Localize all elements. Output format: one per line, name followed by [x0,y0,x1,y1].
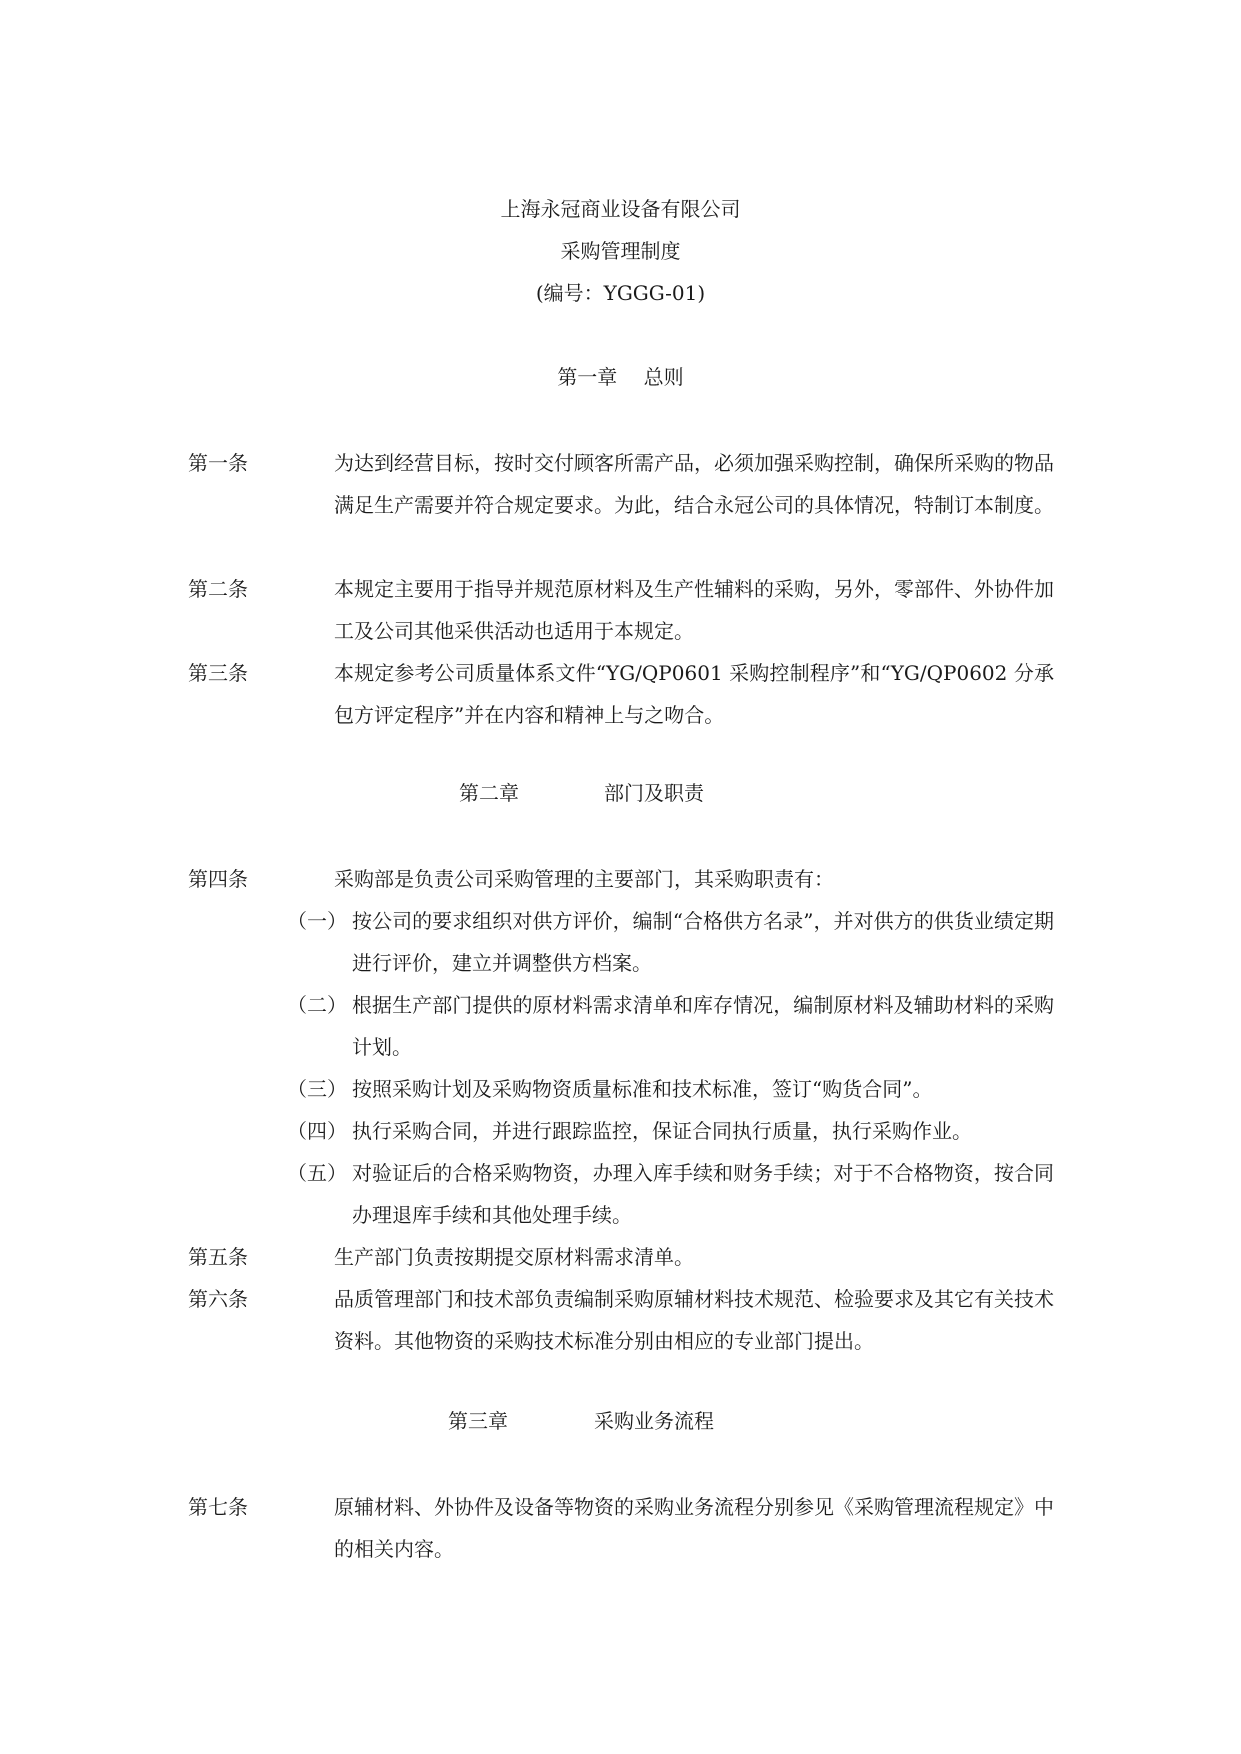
article-5-text: 生产部门负责按期提交原材料需求清单。 [334,1245,694,1269]
item-5-text: 对验证后的合格采购物资，办理入库手续和财务手续；对于不合格物资，按合同办理退库手续和其他处理手续。 [352,1161,1054,1227]
item-3-text: 按照采购计划及采购物资质量标准和技术标准，签订“购货合同”。 [352,1077,933,1101]
chapter-1-heading: 第一章 总则 [557,365,684,389]
item-2-text: 根据生产部门提供的原材料需求清单和库存情况，编制原材料及辅助材料的采购计划。 [352,993,1054,1059]
article-3-label: 第三条 [188,661,248,685]
article-4-text: 采购部是负责公司采购管理的主要部门，其采购职责有： [334,867,834,891]
chapter-2-number: 第二章 [459,781,519,805]
article-7-label: 第七条 [188,1495,248,1519]
item-4-text: 执行采购合同，并进行跟踪监控，保证合同执行质量，执行采购作业。 [352,1119,972,1143]
company-name: 上海永冠商业设备有限公司 [500,197,741,221]
chapter-3-number: 第三章 [448,1409,508,1433]
article-6-text: 品质管理部门和技术部负责编制采购原辅材料技术规范、检验要求及其它有关技术资料。其他物资的采购技术标准分别由相应的专业部门提出。 [334,1287,1054,1353]
item-1-text: 按公司的要求组织对供方评价，编制“合格供方名录”，并对供方的供货业绩定期进行评价，建立并调整供方档案。 [352,909,1054,975]
document-title: 采购管理制度 [560,239,681,263]
item-3-label: （三） [287,1077,347,1101]
article-2-text: 本规定主要用于指导并规范原材料及生产性辅料的采购，另外，零部件、外协件加工及公司其他采供活动也适用于本规定。 [334,577,1054,643]
item-1-label: （一） [287,909,347,933]
article-7-text: 原辅材料、外协件及设备等物资的采购业务流程分别参见《采购管理流程规定》中的相关内容。 [334,1495,1054,1561]
article-1-label: 第一条 [188,451,248,475]
document-code: (编号：YGGG-01) [535,281,706,305]
chapter-3-name: 采购业务流程 [594,1409,714,1433]
item-5-label: （五） [287,1161,347,1185]
article-3-text: 本规定参考公司质量体系文件“YG/QP0601 采购控制程序”和“YG/QP0602 分承包方评定程序”并在内容和精神上与之吻合。 [334,661,1054,727]
chapter-2-name: 部门及职责 [604,781,704,805]
article-6-label: 第六条 [188,1287,248,1311]
article-1-text: 为达到经营目标，按时交付顾客所需产品，必须加强采购控制，确保所采购的物品满足生产需要并符合规定要求。为此，结合永冠公司的具体情况，特制订本制度。 [334,451,1054,517]
article-4-label: 第四条 [188,867,248,891]
item-2-label: （二） [287,993,347,1017]
item-4-label: （四） [287,1119,347,1143]
article-5-label: 第五条 [188,1245,248,1269]
article-2-label: 第二条 [188,577,248,601]
